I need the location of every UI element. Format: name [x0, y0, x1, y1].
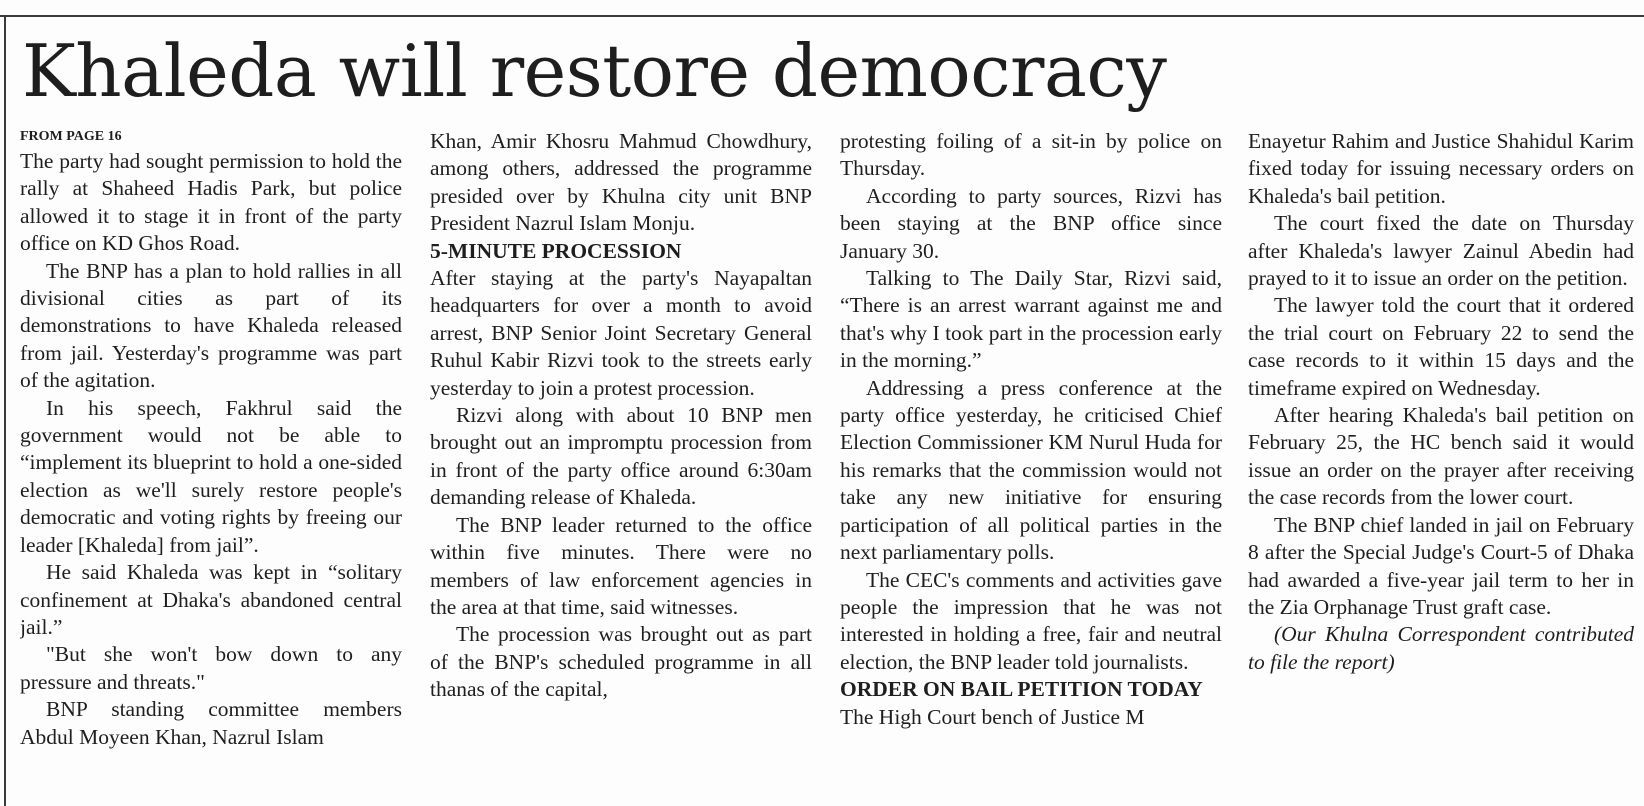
correspondent-credit: (Our Khulna Correspondent contributed to file the report): [1248, 622, 1634, 674]
article-column-3: [840, 128, 1222, 806]
paragraph: "But she won't bow down to any pressure and threats.": [20, 642, 402, 694]
article-column-4: [1248, 128, 1634, 806]
continuation-kicker: FROM PAGE 16: [20, 129, 122, 144]
paragraph: protesting foiling of a sit-in by police on Thursday.: [840, 129, 1222, 181]
article-column-1: [20, 128, 402, 806]
paragraph: After hearing Khaleda's bail petition on February 25, the HC bench said it would issue an order on the prayer after receiving the case records from the lower court.: [1248, 403, 1634, 510]
paragraph: The party had sought permission to hold the rally at Shaheed Hadis Park, but police allowed it to stage it in front of the party office on KD Ghos Road.: [20, 149, 402, 256]
left-border-rule: [4, 15, 6, 806]
paragraph: The BNP chief landed in jail on February 8 after the Special Judge's Court-5 of Dhaka had awarded a five-year jail term to her in the Zia Orphanage Trust graft case.: [1248, 512, 1634, 619]
paragraph: In his speech, Fakhrul said the government would not be able to “implement its blueprint to hold a one-sided election as we'll surely restore people's democratic and voting rights by freeing our leader [Khaleda] from jail”.: [20, 395, 402, 557]
paragraph: The CEC's comments and activities gave people the impression that he was not interested in holding a free, fair and neutral election, the BNP leader told journalists.: [840, 567, 1222, 674]
paragraph: Enayetur Rahim and Justice Shahidul Karim fixed today for issuing necessary orders on Khaleda's bail petition.: [1248, 129, 1634, 208]
paragraph: Talking to The Daily Star, Rizvi said, “There is an arrest warrant against me and that's why I took part in the procession early in the morning.”: [840, 266, 1222, 373]
subheading: 5-MINUTE PROCESSION: [430, 238, 682, 263]
paragraph: The lawyer told the court that it ordered the trial court on February 22 to send the case records to it within 15 days and the timeframe expired on Wednesday.: [1248, 293, 1634, 400]
top-border-rule: [0, 15, 1644, 17]
article-column-2: [430, 128, 812, 806]
paragraph: BNP standing committee members Abdul Moyeen Khan, Nazrul Islam: [20, 697, 402, 749]
paragraph: According to party sources, Rizvi has been staying at the BNP office since January 30.: [840, 183, 1222, 263]
paragraph: The BNP leader returned to the office within five minutes. There were no members of law enforcement agencies in the area at that time, said witnesses.: [430, 512, 812, 619]
paragraph: The court fixed the date on Thursday after Khaleda's lawyer Zainul Abedin had prayed to it to issue an order on the petition.: [1248, 211, 1634, 291]
subheading: ORDER ON BAIL PETITION TODAY: [840, 677, 1203, 702]
headline: Khaleda will restore democracy: [22, 29, 1167, 113]
paragraph: He said Khaleda was kept in “solitary confinement at Dhaka's abandoned central jail.”: [20, 560, 402, 639]
paragraph: The High Court bench of Justice M: [840, 704, 1145, 729]
paragraph: Addressing a press conference at the party office yesterday, he criticised Chief Election Commissioner KM Nurul Huda for his remarks that the commission would not take any new initiative for ensuring participation of all political parties in the next parliamentary polls.: [840, 375, 1222, 565]
paragraph: The procession was brought out as part of the BNP's scheduled programme in all thanas of the capital,: [430, 622, 812, 702]
paragraph: The BNP has a plan to hold rallies in all divisional cities as part of its demonstrations to have Khaleda released from jail. Yesterday's programme was part of the agitation.: [20, 258, 402, 393]
paragraph: Rizvi along with about 10 BNP men brought out an impromptu procession from in front of the party office around 6:30am demanding release of Khaleda.: [430, 403, 812, 510]
paragraph: Khan, Amir Khosru Mahmud Chowdhury, among others, addressed the programme presided over by Khulna city unit BNP President Nazrul Islam Monju.: [430, 129, 812, 236]
paragraph: After staying at the party's Nayapaltan headquarters for over a month to avoid arrest, BNP Senior Joint Secretary General Ruhul Kabir Rizvi took to the streets early yesterday to join a protest procession.: [430, 266, 812, 400]
